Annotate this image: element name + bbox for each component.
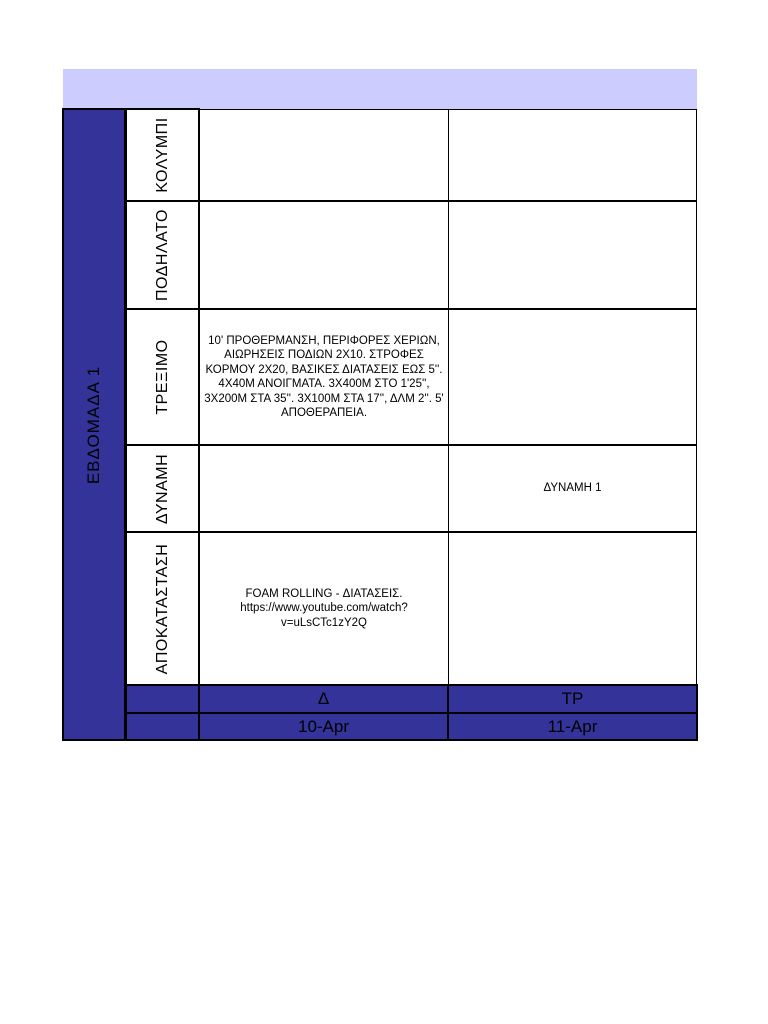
cell-strength-day1 [199, 445, 449, 532]
category-label: ΔΥΝΑΜΗ [153, 453, 171, 524]
day-row-spacer [125, 684, 200, 714]
header-band [63, 69, 697, 109]
category-swim [125, 108, 200, 202]
cell-run-day2 [448, 309, 697, 445]
category-strength [125, 444, 200, 533]
week-block [62, 108, 126, 741]
date-cell-2: 11-Apr [447, 712, 698, 741]
cell-recovery-day1: FOAM ROLLING - ΔΙΑΤΑΣΕΙΣ. https://www.youtube.com/watch?v=uLsCTc1zY2Q [199, 532, 449, 685]
cell-run-day1: 10' ΠΡΟΘΕΡΜΑΝΣΗ, ΠΕΡΙΦΟΡΕΣ ΧΕΡΙΩΝ, ΑΙΩΡΗΣΕΙΣ ΠΟΔΙΩΝ 2Χ10. ΣΤΡΟΦΕΣ ΚΟΡΜΟΥ 2Χ20, ΒΑΣΙΚΕΣ ΔΙΑΤΑΣΕΙΣ ΕΩΣ 5''. 4Χ40Μ ΑΝΟΙΓΜΑΤΑ. 3Χ400Μ ΣΤΟ 1'25'', 3Χ200Μ ΣΤΑ 35''. 3Χ100Μ ΣΤΑ 17'', ΔΛΜ 2''. 5' ΑΠΟΘΕΡΑΠΕΙΑ. [199, 309, 449, 445]
category-label: ΠΟΔΗΛΑΤΟ [153, 208, 171, 302]
category-bike [125, 200, 200, 310]
cell-swim-day2 [448, 109, 697, 201]
category-run [125, 308, 200, 446]
day-cell-2: ΤΡ [447, 684, 698, 714]
column-divider [198, 108, 200, 741]
category-recovery [125, 531, 200, 686]
date-row-spacer [125, 712, 200, 741]
cell-recovery-day2 [448, 532, 697, 685]
week-label: ΕΒΔΟΜΑΔΑ 1 [84, 365, 103, 484]
day-cell-1: Δ [198, 684, 449, 714]
cell-bike-day1 [199, 201, 449, 309]
cell-strength-day2: ΔΥΝΑΜΗ 1 [448, 445, 697, 532]
cell-swim-day1 [199, 109, 449, 201]
date-cell-1: 10-Apr [198, 712, 449, 741]
category-label: ΚΟΛΥΜΠΙ [153, 117, 171, 193]
category-label: ΑΠΟΚΑΤΑΣΤΑΣΗ [153, 543, 171, 674]
cell-bike-day2 [448, 201, 697, 309]
category-label: ΤΡΕΞΙΜΟ [153, 339, 171, 415]
